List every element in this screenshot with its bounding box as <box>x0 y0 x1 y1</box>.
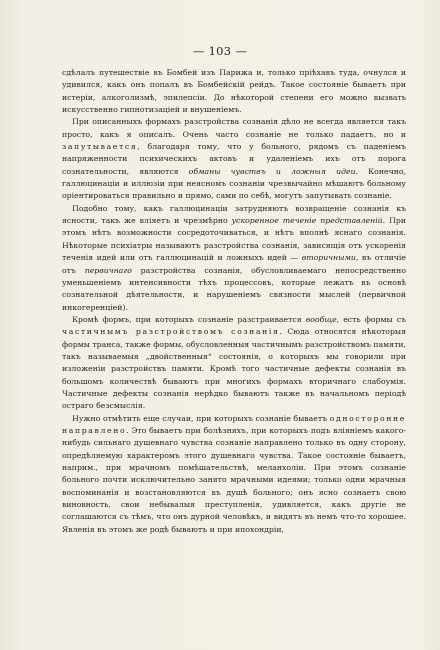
page-number: — 103 — <box>192 44 248 58</box>
text-run: . Это бываетъ при болѣзняхъ, при которыхъ подъ вліяніемъ какого-нибудь сильнаго душевнаго чувства сознаніе направлено только въ одну сторону, опредѣляемую характеромъ этого душевнаго чувства. Такое состояніе бываетъ, наприм., при мрачномъ помѣшательствѣ, меланхоліи. При этомъ сознаніе больного почти исключительно занято мрачными идеями; только одни мрачныя воспоминанія и возстановляются въ душѣ больного; онъ ясно сознаетъ свою виновность, свои небывалыя преступленія, удивляется, какъ другіе не соглашаются съ тѣмъ, что онъ дурной человѣкъ, и видятъ въ немъ что-то хорошее. Явленія въ этомъ же родѣ бываютъ и при ипохондріи, <box>62 425 406 534</box>
paragraph <box>62 67 406 116</box>
text-run: , въ отличіе отъ <box>62 253 406 275</box>
italic-text: первичнаго <box>84 265 132 275</box>
body-text <box>62 67 406 536</box>
italic-text: вторичными <box>301 253 356 263</box>
text-run: , есть формы съ <box>336 314 406 324</box>
paragraph <box>62 413 406 536</box>
text-run: сдѣлалъ путешествіе въ Бомбей изъ Парижа и, только пріѣхавъ туда, очнулся и удивился, какъ онъ попалъ въ Бомбейскій рейдъ. Такое состояніе бываетъ при истеріи, алкоголизмѣ, эпилепсіи. До нѣкоторой степени его можно вызвать искусственно гипнотизаціей и внушеніемъ. <box>62 68 406 115</box>
italic-text: вообще <box>305 314 337 324</box>
spaced-text: односторонне направлено <box>62 413 406 435</box>
paragraph <box>62 116 406 202</box>
italic-text: ускоренное теченіе представленій <box>231 216 383 226</box>
text-run: При описанныхъ формахъ разстройства сознанія дѣло не всегда является такъ просто, какъ я описалъ. Очень часто сознаніе не только падаетъ, но и <box>62 117 406 139</box>
text-run: Нужно отмѣтить еще случаи, при которыхъ сознаніе бываетъ <box>72 413 330 423</box>
text-run: Подобно тому, какъ галлюцинаціи затрудняютъ возвращеніе сознанія къ ясности, такъ же вліяетъ и чрезмѣрно <box>62 203 406 226</box>
paragraph <box>62 203 406 314</box>
italic-text: обманы чувствъ и ложныя идеи <box>188 166 356 176</box>
text-run: , благодаря тому, что у больного, рядомъ съ паденіемъ напряженности психическихъ актовъ и удаленіемъ ихъ отъ порога сознательности, являются <box>62 142 406 176</box>
spaced-text: запутывается <box>62 142 138 152</box>
text-run: . Конечно, галлюцинаціи и иллюзіи при неясномъ сознаніи чрезвычайно мѣшаютъ больному оріентироваться правильно и прямо, сами по себѣ, могутъ запутывать сознаніе. <box>62 166 406 201</box>
text-run: . Сюда относятся нѣкоторыя формы транса, также формы, обусловленныя частичнымъ разстройствомъ памяти, такъ называемыя „двойственныя“ состоянія, о которыхъ мы говорили при изложеніи разстройствъ памяти. Кромѣ того частичные дефекты сознанія въ большомъ количествѣ бываютъ при многихъ формахъ вторичнаго слабоумія. Частичные дефекты сознанія нерѣдко бываютъ также въ начальномъ періодѣ остраго безсмыслія. <box>62 327 406 411</box>
text-run: Кромѣ формъ, при которыхъ сознаніе разстраивается <box>72 314 306 324</box>
paragraph <box>62 314 406 413</box>
text-run: разстройства сознанія, обусловливаемаго непосредственно уменьшеніемъ интенсивности тѣхъ процессовъ, которые лежатъ въ основѣ сознательной дѣятельности, и нарушеніемъ связности мыслей (первичной инкогеренціей). <box>62 265 406 312</box>
text-run: . При этомъ нѣтъ возможности сосредоточиваться, и нѣтъ вполнѣ яснаго сознанія. Нѣкоторые психіатры называютъ разстройства сознанія, зависящія отъ ускоренія теченія идей или отъ галлюцинацій и ложныхъ идей — <box>62 216 407 263</box>
spaced-text: частичнымъ разстройствомъ сознанія <box>62 327 280 337</box>
